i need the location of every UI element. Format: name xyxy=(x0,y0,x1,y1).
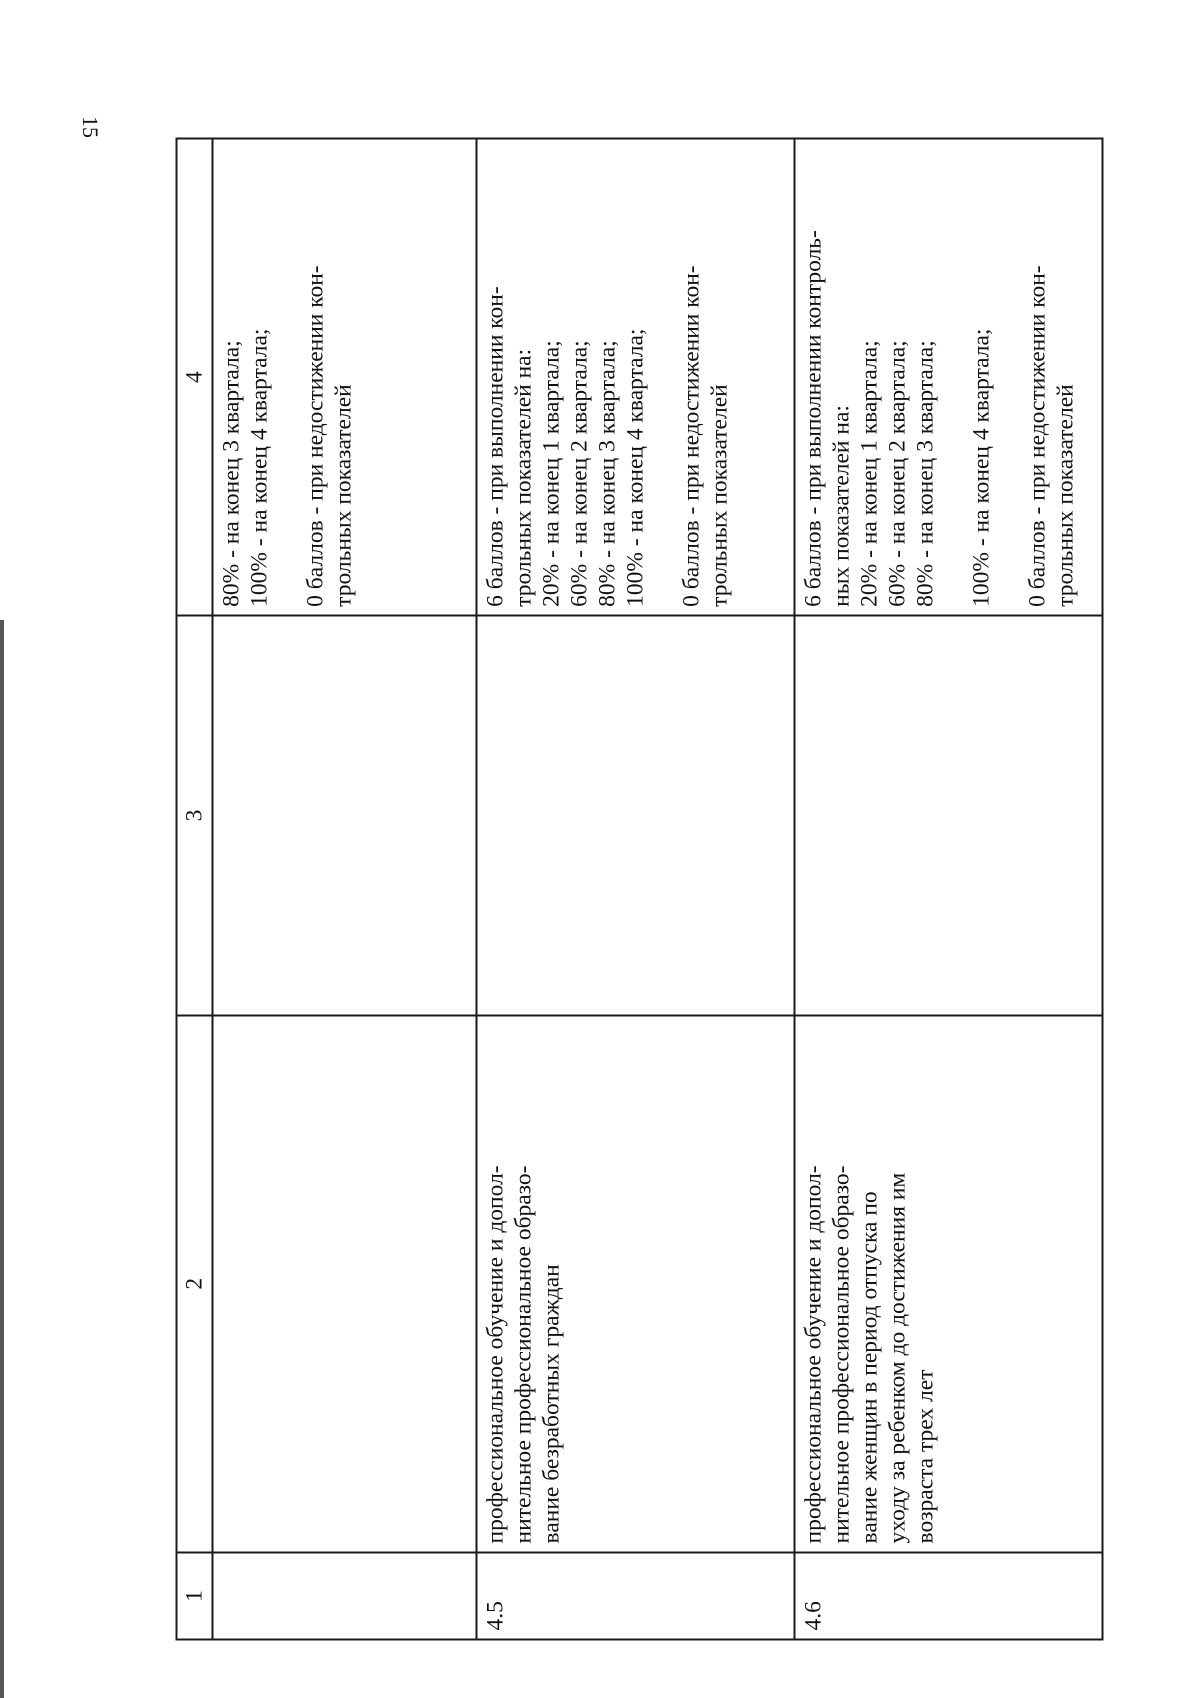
criteria-item: 80% - на конец 3 квартала; xyxy=(218,340,244,607)
criteria-head-line: 6 баллов - при выполнении кон- xyxy=(482,286,508,607)
table-row xyxy=(212,139,476,1640)
row-name-line: нительное профессиональное образо- xyxy=(828,1165,854,1544)
row-name-line: возраста трех лет xyxy=(912,1369,938,1544)
header-col-3: 3 xyxy=(176,616,212,1015)
criteria-item: 20% - на конец 1 квартала; xyxy=(856,340,882,607)
criteria-item: 80% - на конец 3 квартала; xyxy=(912,340,938,607)
criteria-item: 100% - на конец 4 квартала; xyxy=(622,328,648,607)
row-name-line: профессиональное обучение и допол- xyxy=(482,1165,508,1544)
criteria-item: 100% - на конец 4 квартала; xyxy=(246,328,272,607)
row-name-line: нительное профессиональное образо- xyxy=(510,1165,536,1544)
row-col3-cell xyxy=(794,616,1102,1015)
row-name-cell xyxy=(476,1015,794,1552)
table-row xyxy=(794,139,1102,1640)
row-name-cell xyxy=(212,1015,476,1552)
criteria-zero-line: 0 баллов - при недостижении кон- xyxy=(1024,265,1050,607)
header-col-2: 2 xyxy=(176,1015,212,1552)
row-criteria-cell xyxy=(212,139,476,616)
criteria-head-line: трольных показателей на: xyxy=(510,348,536,607)
rotated-table-wrapper xyxy=(175,138,1078,1641)
page-number: 15 xyxy=(78,116,103,138)
criteria-zero-line: трольных показателей xyxy=(706,384,732,607)
criteria-zero-line: трольных показателей xyxy=(1052,384,1078,607)
table-header-row xyxy=(176,139,212,1640)
criteria-item: 80% - на конец 3 квартала; xyxy=(594,340,620,607)
row-col3-cell xyxy=(212,616,476,1015)
row-col3-cell xyxy=(476,616,794,1015)
criteria-item: 100% - на конец 4 квартала; xyxy=(968,328,994,607)
criteria-head-line: ных показателей на: xyxy=(828,405,854,607)
row-name-line: вание женщин в период отпуска по xyxy=(856,1191,882,1544)
row-number-cell: 4.5 xyxy=(476,1552,794,1639)
row-number-cell xyxy=(212,1552,476,1639)
row-name-line: уходу за ребенком до достижения им xyxy=(884,1172,910,1544)
row-name-line: профессиональное обучение и допол- xyxy=(800,1165,826,1544)
row-name-line: вание безработных граждан xyxy=(538,1264,564,1544)
header-col-4: 4 xyxy=(176,139,212,616)
criteria-item: 60% - на конец 2 квартала; xyxy=(884,340,910,607)
row-number-cell: 4.6 xyxy=(794,1552,1102,1639)
scan-edge xyxy=(0,620,4,1698)
criteria-head-line: 6 баллов - при выполнении контроль- xyxy=(800,230,826,607)
criteria-item: 20% - на конец 1 квартала; xyxy=(538,340,564,607)
header-col-1: 1 xyxy=(176,1552,212,1639)
row-criteria-cell xyxy=(794,139,1102,616)
row-criteria-cell xyxy=(476,139,794,616)
criteria-table xyxy=(175,138,1103,1641)
criteria-zero-line: 0 баллов - при недостижении кон- xyxy=(678,265,704,607)
table-row xyxy=(476,139,794,1640)
criteria-zero-line: 0 баллов - при недостижении кон- xyxy=(302,265,328,607)
criteria-zero-line: трольных показателей xyxy=(330,384,356,607)
row-name-cell xyxy=(794,1015,1102,1552)
criteria-item: 60% - на конец 2 квартала; xyxy=(566,340,592,607)
